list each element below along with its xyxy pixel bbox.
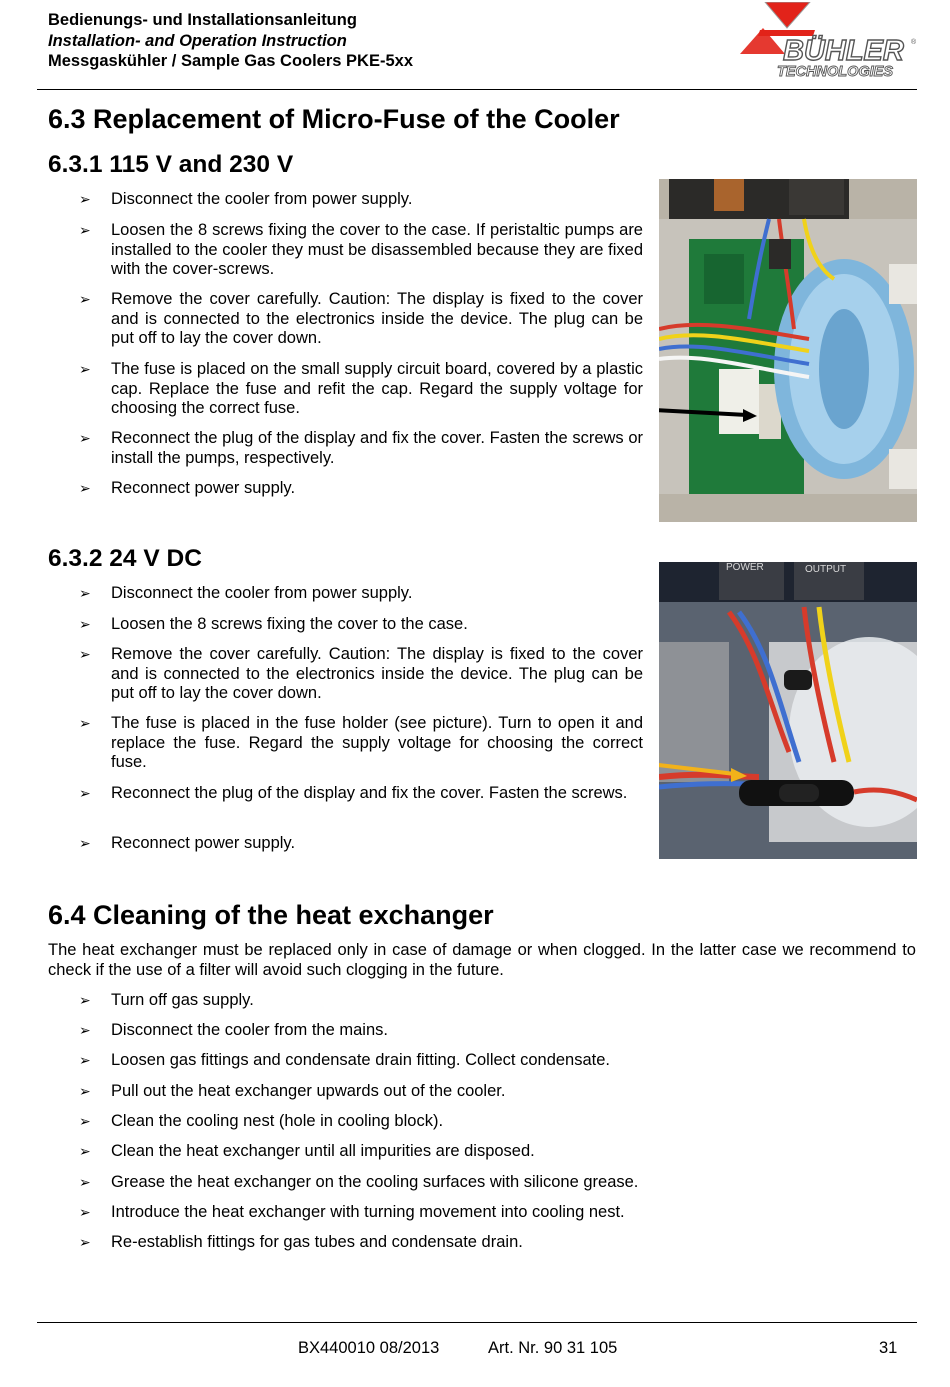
photo-label-output: OUTPUT — [805, 564, 847, 575]
list-item-text: Re-establish fittings for gas tubes and condensate drain. — [111, 1233, 523, 1251]
photo-label-power: POWER — [726, 562, 764, 573]
list-item-text: Loosen the 8 screws fixing the cover to the case. If peristaltic pumps are installed to the cooler they must be disassembled because they are fixed with the cover-screws. — [111, 221, 643, 278]
list-item-text: Remove the cover carefully. Caution: The display is fixed to the cover and is connected to the electronics inside the device. The plug can be put off to lay the cover down. — [111, 290, 643, 347]
logo-text-buehler: BÜHLER — [783, 35, 904, 67]
list-item-text: The fuse is placed on the small supply circuit board, covered by a plastic cap. Replace the fuse and refit the cap. Regard the supply voltage for choosing the correct fuse. — [111, 360, 643, 417]
bullet-icon: ➢ — [79, 361, 91, 377]
list-item-text: Introduce the heat exchanger with turning movement into cooling nest. — [111, 1203, 625, 1221]
bullet-icon: ➢ — [79, 1174, 91, 1190]
bullet-icon: ➢ — [79, 992, 91, 1008]
bullet-icon: ➢ — [79, 835, 91, 851]
list-item-text: Turn off gas supply. — [111, 991, 254, 1009]
section-title-6-4: 6.4 Cleaning of the heat exchanger — [48, 900, 494, 930]
list-item-text: Remove the cover carefully. Caution: The display is fixed to the cover and is connected to the electronics inside the device. The plug can be put off to lay the cover down. — [111, 645, 643, 702]
buehler-logo — [735, 2, 920, 82]
bullet-icon: ➢ — [79, 191, 91, 207]
list-item-text: Grease the heat exchanger on the cooling surfaces with silicone grease. — [111, 1173, 639, 1191]
bullet-icon: ➢ — [79, 1143, 91, 1159]
list-item-text: Disconnect the cooler from power supply. — [111, 190, 413, 208]
page-number: 31 — [879, 1339, 898, 1357]
list-item-text: Disconnect the cooler from the mains. — [111, 1021, 388, 1039]
bullet-icon: ➢ — [79, 616, 91, 632]
bullet-icon: ➢ — [79, 585, 91, 601]
bullet-icon: ➢ — [79, 1234, 91, 1250]
bullet-icon: ➢ — [79, 1083, 91, 1099]
list-item-text: The fuse is placed in the fuse holder (see picture). Turn to open it and replace the fuse. Regard the supply voltage for choosing the correct fuse. — [111, 714, 643, 771]
header-title-en: Installation- and Operation Instruction — [48, 31, 347, 50]
subsection-title-6-3-2: 6.3.2 24 V DC — [48, 545, 202, 572]
list-item-text: Clean the heat exchanger until all impurities are disposed. — [111, 1142, 535, 1160]
bullet-icon: ➢ — [79, 291, 91, 307]
footer-article-number: Art. Nr. 90 31 105 — [488, 1339, 618, 1357]
bullet-icon: ➢ — [79, 1022, 91, 1038]
bullet-icon: ➢ — [79, 430, 91, 446]
list-item-text: Clean the cooling nest (hole in cooling block). — [111, 1112, 444, 1130]
header-product: Messgaskühler / Sample Gas Coolers PKE-5xx — [48, 52, 413, 70]
logo-text-technologies: TECHNOLOGIES — [777, 64, 894, 80]
bullet-icon: ➢ — [79, 646, 91, 662]
list-item-text: Pull out the heat exchanger upwards out of the cooler. — [111, 1082, 506, 1100]
photo-fuse-holder — [659, 562, 917, 859]
list-item-text: Disconnect the cooler from power supply. — [111, 584, 413, 602]
bullet-icon: ➢ — [79, 1204, 91, 1220]
footer-divider — [37, 1322, 917, 1323]
svg-text:®: ® — [911, 39, 917, 46]
footer-doc-id: BX440010 08/2013 — [298, 1339, 440, 1357]
photo-fuse-circuit-board — [659, 179, 917, 522]
list-item-text: Loosen the 8 screws fixing the cover to the case. — [111, 615, 468, 633]
header-divider — [37, 89, 917, 90]
list-item-text: Reconnect power supply. — [111, 834, 296, 852]
header-title-de: Bedienungs- und Installationsanleitung — [48, 11, 357, 29]
bullet-icon: ➢ — [79, 480, 91, 496]
section-title-6-3: 6.3 Replacement of Micro-Fuse of the Cooler — [48, 104, 620, 134]
list-item-text: Loosen gas fittings and condensate drain fitting. Collect condensate. — [111, 1051, 610, 1069]
bullet-icon: ➢ — [79, 785, 91, 801]
bullet-icon: ➢ — [79, 715, 91, 731]
list-item-text: Reconnect the plug of the display and fix the cover. Fasten the screws or install the pumps, respectively. — [111, 429, 643, 467]
list-item-text: Reconnect power supply. — [111, 479, 296, 497]
subsection-title-6-3-1: 6.3.1 115 V and 230 V — [48, 151, 294, 178]
section-6-4-intro: The heat exchanger must be replaced only in case of damage or when clogged. In the latter case we recommend to check if the use of a filter will avoid such clogging in the future. — [48, 941, 916, 979]
bullet-icon: ➢ — [79, 1052, 91, 1068]
bullet-icon: ➢ — [79, 222, 91, 238]
list-item-text: Reconnect the plug of the display and fix the cover. Fasten the screws. — [111, 784, 628, 802]
bullet-icon: ➢ — [79, 1113, 91, 1129]
